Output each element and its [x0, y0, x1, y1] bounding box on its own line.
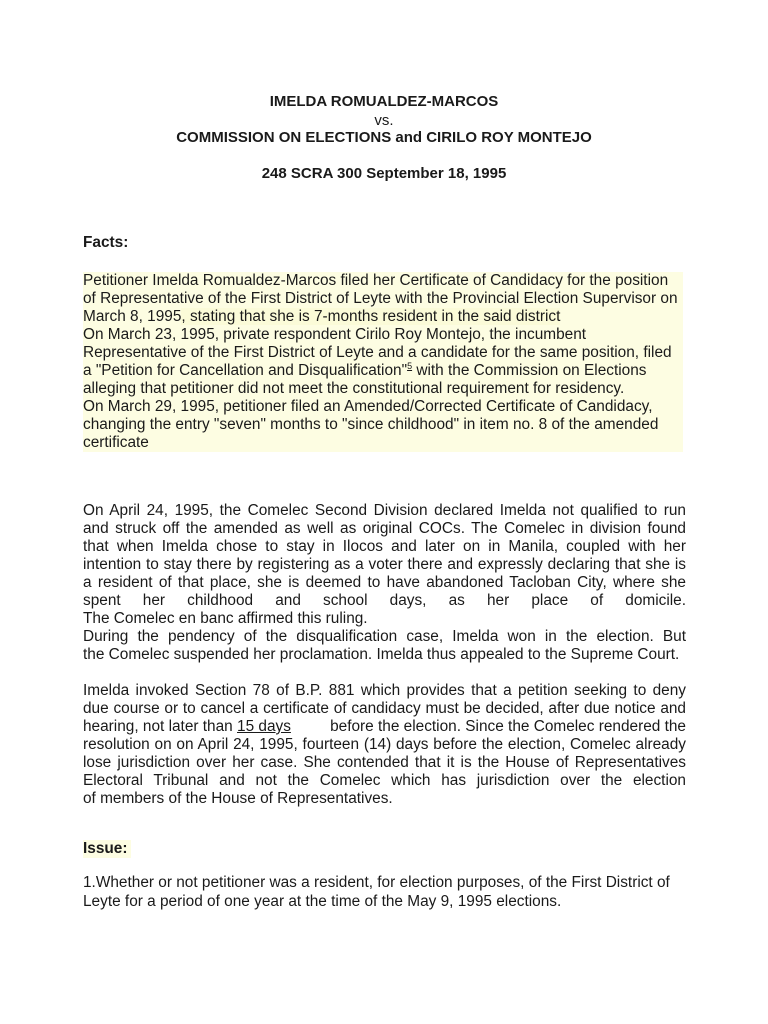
case-citation: 248 SCRA 300 September 18, 1995 [261, 165, 507, 182]
text-line: On March 29, 1995, petitioner filed an Amended/Corrected Certificate of Candidacy, [83, 398, 653, 415]
underlined-text: 15 days [237, 718, 291, 735]
text-line [83, 718, 686, 736]
text-span: a "Petition for Cancellation and Disqualification" [83, 362, 408, 379]
text-line: On April 24, 1995, the Comelec Second Division declared Imelda not qualified to run [83, 502, 686, 519]
text-line: resolution on on April 24, 1995, fourteen (14) days before the election, Comelec already [83, 736, 686, 753]
text-span: with the Commission on Elections [412, 362, 647, 379]
text-line: the Comelec suspended her proclamation. Imelda thus appealed to the Supreme Court. [83, 646, 680, 663]
text-span: hearing, not later than [83, 718, 238, 735]
text-line: During the pendency of the disqualification case, Imelda won in the election. But [83, 628, 686, 645]
text-line [83, 362, 683, 380]
facts-paragraph-1 [83, 272, 683, 452]
footnote-link[interactable]: 5 [407, 360, 413, 371]
facts-paragraph-4 [83, 682, 686, 808]
text-line: due course or to cancel a certificate of candidacy must be decided, after due notice and [83, 700, 686, 717]
text-line [83, 308, 683, 326]
text-line: Imelda invoked Section 78 of B.P. 881 which provides that a petition seeking to deny [83, 682, 686, 699]
text-line: changing the entry "seven" months to "since childhood" in item no. 8 of the amended [83, 416, 659, 433]
text-line: of Representative of the First District of Leyte with the Provincial Election Supervisor on [83, 290, 678, 307]
text-line: On March 23, 1995, private respondent Cirilo Roy Montejo, the incumbent [83, 326, 587, 343]
text-line: alleging that petitioner did not meet the constitutional requirement for residency. [83, 380, 625, 397]
text-line: Petitioner Imelda Romualdez-Marcos filed her Certificate of Candidacy for the position [83, 272, 669, 289]
text-line: Representative of the First District of Leyte and a candidate for the same position, filed [83, 344, 672, 361]
issue-paragraph [83, 873, 686, 911]
text-line: of members of the House of Representatives. [83, 790, 393, 807]
text-line: spent her childhood and school days, as her place of domicile. [83, 592, 686, 609]
case-title-petitioner: IMELDA ROMUALDEZ-MARCOS [269, 93, 499, 110]
text-line: certificate [83, 434, 149, 451]
text-line: The Comelec en banc affirmed this ruling. [83, 610, 368, 627]
facts-paragraph-3 [83, 628, 686, 664]
text-line: and struck off the amended as well as original COCs. The Comelec in division found [83, 520, 686, 537]
case-title-respondents: COMMISSION ON ELECTIONS and CIRILO ROY MONTEJO [176, 129, 592, 146]
text-line: that when Imelda chose to stay in Ilocos and later on in Manila, coupled with her [83, 538, 686, 555]
issue-heading: Issue: [83, 840, 131, 858]
highlighted-text: , stating that she is 7-months resident in the said district [181, 308, 561, 325]
text-line: lose jurisdiction over her case. She contended that it is the House of Representatives [83, 754, 686, 771]
text-span: March 8, 1995 [83, 308, 182, 325]
facts-paragraph-2 [83, 502, 686, 628]
text-line: Electoral Tribunal and not the Comelec which has jurisdiction over the election [83, 772, 686, 789]
text-line: intention to stay there by registering as a voter there and expressly declaring that she is [83, 556, 686, 573]
facts-heading: Facts: [83, 234, 129, 251]
text-line: Leyte for a period of one year at the time of the May 9, 1995 elections. [83, 893, 562, 910]
text-span: before the election. Since the Comelec rendered the [330, 718, 686, 735]
case-title-vs: vs. [374, 112, 394, 129]
text-line: 1.Whether or not petitioner was a resident, for election purposes, of the First District of [83, 874, 670, 891]
text-span [83, 718, 291, 736]
text-line: a resident of that place, she is deemed to have abandoned Tacloban City, where she [83, 574, 686, 591]
